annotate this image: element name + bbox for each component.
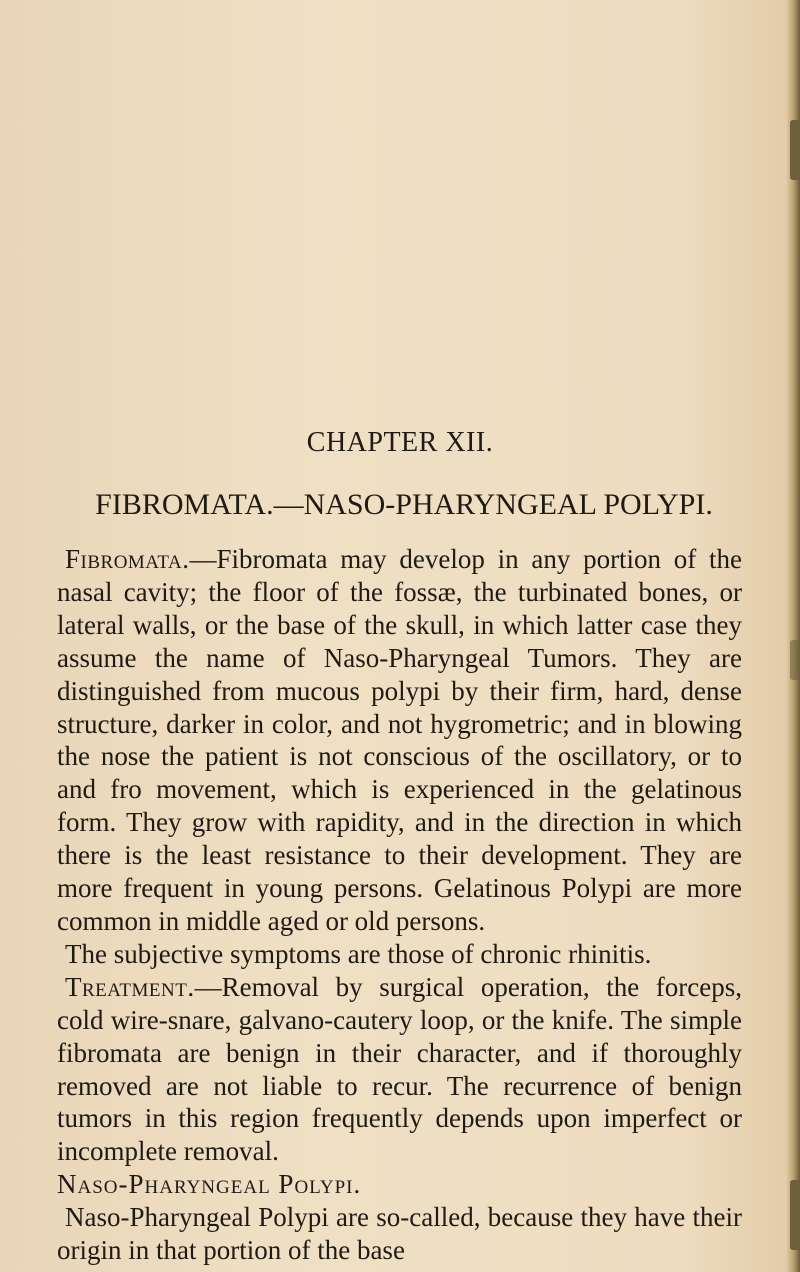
paragraph-text: —Removal by surgical operation, the forceps, cold wire-snare, galvano-cautery loop, or the knife. The simple fibromata are benign in their character, and if thoroughly removed are not liable to recur. The recurrence of benign tumors in this region frequently depends upon imperfect or incomplete removal. xyxy=(57,971,742,1167)
paragraph-fibromata xyxy=(57,543,742,938)
paragraph-text: The subjective symptoms are those of chronic rhinitis. xyxy=(65,938,652,969)
paragraph-lead: Fibromata. xyxy=(65,544,190,574)
page-edge-mark xyxy=(790,640,800,680)
paragraph-lead: Treatment. xyxy=(65,971,195,1002)
page-edge xyxy=(786,0,800,1272)
paragraph-naso-pharyngeal: Naso-Pharyngeal Polypi are so-called, because they have their origin in that portion of the base xyxy=(57,1202,742,1266)
paragraph-treatment xyxy=(57,971,742,1168)
chapter-heading: CHAPTER XII. xyxy=(306,427,494,458)
chapter-title: FIBROMATA.—NASO-PHARYNGEAL POLYPI. xyxy=(95,488,713,521)
chapter-body xyxy=(57,543,742,1267)
section-subheading: Naso-Pharyngeal Polypi. xyxy=(57,1169,362,1200)
page-edge-mark xyxy=(790,1180,800,1250)
page-edge-mark xyxy=(790,120,800,180)
paragraph-symptoms xyxy=(57,938,742,971)
paragraph-text: —Fibromata may develop in any portion of the nasal cavity; the floor of the fossæ, the turbinated bones, or lateral walls, or the base of the skull, in which latter case they assume the name of Naso-Pharyngeal Tumors. They are distinguished from mucous polypi by their firm, hard, dense structure, darker in color, and not hygrometric; and in blowing the nose the patient is not conscious of the oscillatory, or to and fro movement, which is experienced in the gelatinous form. They grow with rapidity, and in the direction in which there is the least resistance to their development. They are more frequent in young persons. Gelatinous Polypi are more common in middle aged or old persons. xyxy=(57,544,742,936)
